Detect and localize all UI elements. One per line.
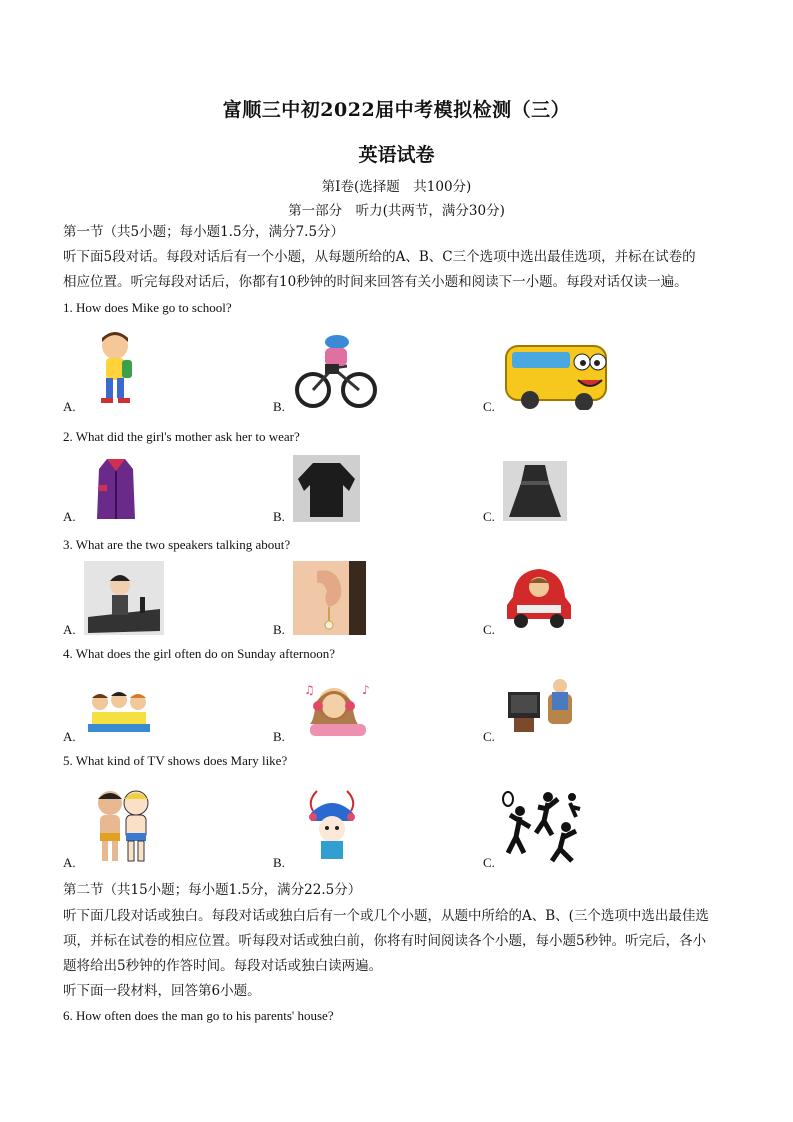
material-note: 听下面一段材料，回答第6小题。 [63, 983, 261, 999]
bus-icon [504, 340, 610, 410]
sports-silhouettes-icon [502, 787, 584, 867]
option-1c[interactable]: C. [483, 399, 495, 414]
section1-instruction: 听下面5段对话。每段对话后有一个小题，从每题所给的A、B、C三个选项中选出最佳选项，并标在试卷的 [63, 249, 696, 265]
section2-instruction-end: 题将给出5秒钟的作答时间。每段对话或独白读两遍。 [63, 958, 383, 974]
option-2a[interactable]: A. [63, 509, 76, 524]
volume-heading: 第Ⅰ卷(选择题 共100分) [321, 179, 472, 195]
svg-text:♫: ♫ [304, 683, 315, 697]
option-5b[interactable]: B. [273, 855, 285, 870]
earring-icon [293, 561, 366, 635]
kids-reading-icon [86, 688, 152, 736]
option-3a[interactable]: A. [63, 622, 76, 637]
option-2c[interactable]: C. [483, 509, 495, 524]
opera-mask-icon [297, 787, 367, 863]
car-icon [503, 561, 575, 633]
black-dress-icon [503, 461, 567, 521]
option-4c[interactable]: C. [483, 729, 495, 744]
option-5c[interactable]: C. [483, 855, 495, 870]
subject-title: 英语试卷 [358, 144, 435, 166]
cyclist-icon [295, 330, 377, 410]
section2-instruction: 听下面几段对话或独白。每段对话或独白后有一个或几个小题，从题中所给的A、B、(三个选项中选出最佳选 [63, 908, 709, 924]
section2-instruction-cont: 项，并标在试卷的相应位置。听每段对话或独白前，你将有时间阅读各个小题，每小题5秒钟。听完后，各小 [63, 933, 707, 949]
part-heading: 第一部分 听力(共两节，满分30分) [288, 203, 505, 219]
section2-heading: 第二节（共15小题；每小题1.5分，满分22.5分） [63, 882, 362, 898]
question-4: 4. What does the girl often do on Sunday afternoon? [63, 646, 335, 661]
question-2: 2. What did the girl's mother ask her to wear? [63, 429, 300, 444]
question-6: 6. How often does the man go to his parents' house? [63, 1008, 334, 1023]
exam-title: 富顺三中初2022届中考模拟检测（三） [222, 99, 571, 121]
question-5: 5. What kind of TV shows does Mary like? [63, 753, 288, 768]
question-3: 3. What are the two speakers talking about? [63, 537, 291, 552]
boy-on-mat-icon [84, 561, 164, 635]
watching-tv-icon [506, 674, 574, 736]
option-1a[interactable]: A. [63, 399, 76, 414]
purple-coat-icon [95, 455, 137, 523]
option-3c[interactable]: C. [483, 622, 495, 637]
section1-instruction-cont: 相应位置。听完每段对话后，你都有10秒钟的时间来回答有关小题和阅读下一小题。每段对话仅读一遍。 [63, 274, 688, 290]
two-kids-icon [88, 787, 156, 865]
section1-heading: 第一节（共5小题；每小题1.5分，满分7.5分） [63, 224, 345, 240]
boy-walking-icon [84, 328, 146, 410]
option-3b[interactable]: B. [273, 622, 285, 637]
svg-text:♪: ♪ [362, 683, 370, 697]
option-5a[interactable]: A. [63, 855, 76, 870]
option-2b[interactable]: B. [273, 509, 285, 524]
option-1b[interactable]: B. [273, 399, 285, 414]
option-4a[interactable]: A. [63, 729, 76, 744]
girl-music-icon [296, 680, 376, 740]
question-1: 1. How does Mike go to school? [63, 300, 232, 315]
option-4b[interactable]: B. [273, 729, 285, 744]
black-sweater-icon [293, 455, 360, 522]
